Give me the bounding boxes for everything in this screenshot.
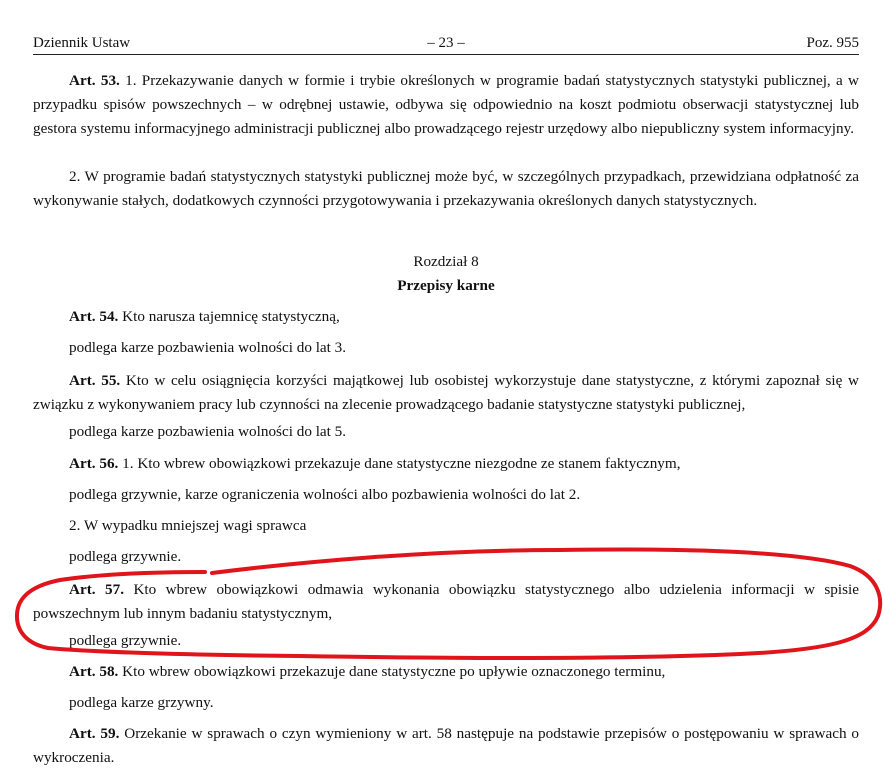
art-56-penalty-2: podlega grzywnie.: [69, 548, 182, 565]
page-header: [33, 35, 859, 55]
article-text: Kto wbrew obowiązkowi odmawia wykonania obowiązku statystycznego albo udzielenia informacji w spisie powszechnym lub innym badaniu statystycznym,: [33, 581, 859, 622]
art-58-text: [33, 660, 859, 684]
art-55-penalty: podlega karze pozbawienia wolności do lat 5.: [69, 423, 347, 440]
article-number: Art. 58.: [69, 663, 119, 680]
article-text: 1. Przekazywanie danych w formie i trybie określonych w programie badań statystycznych statystyki publicznej, a w przypadku spisów powszechnych – w odrębnej ustawie, odbywa się odpowiednio na koszt podmiotu obserwacji statystycznej lub gestora systemu informacyjnego administracji publicznej albo prowadzącego rejestr urzędowy albo niepubliczny system informacyjny.: [33, 72, 859, 137]
position-number: Poz. 955: [806, 35, 859, 51]
art-58-penalty: podlega karze grzywny.: [69, 694, 214, 711]
article-number: Art. 53.: [69, 72, 120, 89]
art-56-penalty-1: podlega grzywnie, karze ograniczenia wolności albo pozbawienia wolności do lat 2.: [69, 486, 581, 503]
article-text: 1. Kto wbrew obowiązkowi przekazuje dane statystyczne niezgodne ze stanem faktycznym,: [118, 455, 681, 472]
art-57-text: [33, 578, 859, 626]
chapter-number: Rozdział 8: [413, 253, 479, 270]
article-text: Kto wbrew obowiązkowi przekazuje dane statystyczne po upływie oznaczonego terminu,: [118, 663, 666, 680]
chapter-title: Przepisy karne: [397, 277, 495, 294]
article-number: Art. 55.: [69, 372, 121, 389]
art-53-paragraph-1: [33, 69, 859, 141]
journal-name: Dziennik Ustaw: [33, 35, 131, 51]
art-54-penalty: podlega karze pozbawienia wolności do lat 3.: [69, 339, 347, 356]
art-56-text: [33, 452, 859, 476]
article-number: Art. 54.: [69, 308, 119, 325]
art-54-text: [33, 305, 859, 329]
art-59-text: [33, 722, 859, 770]
art-55-text: [33, 369, 859, 417]
art-56-paragraph-2: 2. W wypadku mniejszej wagi sprawca: [69, 517, 307, 534]
art-53-paragraph-2: 2. W programie badań statystycznych statystyki publicznej może być, w szczególnych przypadkach, przewidziana odpłatność za wykonywanie stałych, dodatkowych czynności przygotowywania i przekazywania określonych danych statystycznych.: [33, 168, 859, 209]
art-57-penalty: podlega grzywnie.: [69, 632, 182, 649]
article-number: Art. 59.: [69, 725, 120, 742]
article-number: Art. 57.: [69, 581, 124, 598]
page-number: – 23 –: [427, 35, 465, 51]
article-number: Art. 56.: [69, 455, 119, 472]
article-text: Kto w celu osiągnięcia korzyści majątkowej lub osobistej wykorzystuje dane statystyczne, z którymi zapoznał się w związku z wykonywaniem pracy lub czynności na zlecenie prowadzącego badanie statystyczne statystyki publicznej,: [33, 372, 859, 413]
article-text: Kto narusza tajemnicę statystyczną,: [118, 308, 340, 325]
article-text: Orzekanie w sprawach o czyn wymieniony w art. 58 następuje na podstawie przepisów o postępowaniu w sprawach o wykroczenia.: [33, 725, 859, 766]
